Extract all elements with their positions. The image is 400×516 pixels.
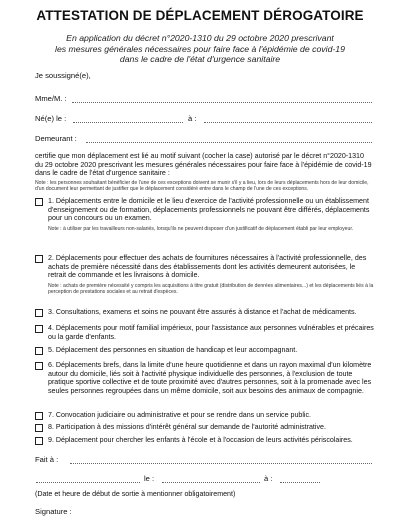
reason-note-2: Note : achats de première nécessité y compris les acquisitions à titre gratuit (distribution de denrées alimentaires...) et les déplacements liés à la perception de prestations sociales et au retrait d'espèces. xyxy=(48,282,374,295)
address-label: Demeurant : xyxy=(35,134,77,143)
reason-option-6 xyxy=(35,361,375,395)
undersigned-label: Je soussigné(e), xyxy=(35,71,91,80)
reason-text-4: 4. Déplacements pour motif familial impérieux, pour l'assistance aux personnes vulnérables et précaires ou la garde d'enfants. xyxy=(48,324,374,341)
document-subtitle xyxy=(20,33,380,65)
reason-text-8: 8. Participation à des missions d'intérêt général sur demande de l'autorité administrative. xyxy=(48,423,326,431)
reason-text-2: 2. Déplacements pour effectuer des achats de fournitures nécessaires à l'activité professionnelle, des achats de première nécessité dans des établissements dont les activités demeurent autorisées, le retrait de commande et les livraisons à domicile. xyxy=(48,254,367,280)
reason-option-4 xyxy=(35,324,375,341)
date-field[interactable] xyxy=(162,482,260,483)
reason-text-1: 1. Déplacements entre le domicile et le lieu d'exercice de l'activité professionnelle ou un établissement d'enseignement ou de formation, déplacements professionnels ne pouvant être différés, déplacements pour un concours ou un examen. xyxy=(48,197,370,223)
reason-text-7: 7. Convocation judiciaire ou administrative et pour se rendre dans un service public. xyxy=(48,411,312,419)
birth-date-label: Né(e) le : xyxy=(35,114,67,123)
reason-option-8 xyxy=(35,423,375,432)
reason-checkbox-1[interactable] xyxy=(35,198,43,206)
subtitle-line: En application du décret n°2020-1310 du 29 octobre 2020 prescrivant xyxy=(66,33,334,43)
reason-note-1: Note : à utiliser par les travailleurs non-salariés, lorsqu'ils ne peuvent disposer d'un justificatif de déplacement établi par leur employeur. xyxy=(48,225,354,232)
address-field[interactable] xyxy=(86,142,372,143)
reason-text-3: 3. Consultations, examens et soins ne pouvant être assurés à distance et l'achat de médicaments. xyxy=(48,308,357,316)
date-prefix-field[interactable] xyxy=(36,482,140,483)
birth-place-label: à : xyxy=(188,114,197,123)
birth-date-field[interactable] xyxy=(73,122,183,123)
birth-place-field[interactable] xyxy=(204,122,372,123)
reason-checkbox-4[interactable] xyxy=(35,325,43,333)
subtitle-line: les mesures générales nécessaires pour faire face à l'épidémie de covid-19 xyxy=(55,43,345,54)
reason-checkbox-5[interactable] xyxy=(35,347,43,355)
reason-option-7 xyxy=(35,411,375,420)
reason-option-2 xyxy=(35,254,375,295)
time-label: à : xyxy=(264,474,273,483)
reason-text-9: 9. Déplacement pour chercher les enfants à l'école et à l'occasion de leurs activités périscolaires. xyxy=(48,436,353,444)
reason-checkbox-3[interactable] xyxy=(35,309,43,317)
time-field[interactable] xyxy=(280,482,320,483)
reason-option-1 xyxy=(35,197,375,232)
reason-option-9 xyxy=(35,436,375,445)
name-label: Mme/M. : xyxy=(35,94,67,103)
reason-option-3 xyxy=(35,308,375,317)
name-field[interactable] xyxy=(72,102,372,103)
signature-label: Signature : xyxy=(35,507,72,516)
date-label: le : xyxy=(144,474,155,483)
reason-checkbox-9[interactable] xyxy=(35,437,43,445)
reason-text-6: 6. Déplacements brefs, dans la limite d'une heure quotidienne et dans un rayon maximal d'un kilomètre autour du domicile, liés soit à l'activité physique individuelle des personnes, à l'exclusion de toute pratique sportive collective et de toute proximité avec d'autres personnes, soit à la promenade avec les seules personnes regroupées dans un même domicile, soit aux besoins des animaux de compagnie. xyxy=(48,361,372,395)
subtitle-line: dans le cadre de l'état d'urgence sanitaire xyxy=(119,54,281,65)
done-at-field[interactable] xyxy=(70,463,372,464)
reason-checkbox-2[interactable] xyxy=(35,255,43,263)
reason-checkbox-8[interactable] xyxy=(35,424,43,432)
reason-text-5: 5. Déplacement des personnes en situation de handicap et leur accompagnant. xyxy=(48,346,298,354)
document-title: ATTESTATION DE DÉPLACEMENT DÉROGATOIRE xyxy=(36,8,364,23)
time-note: (Date et heure de début de sortie à mentionner obligatoirement) xyxy=(35,490,236,498)
reason-checkbox-7[interactable] xyxy=(35,412,43,420)
certification-text: certifie que mon déplacement est lié au motif suivant (cocher la case) autorisé par le décret n°2020-1310 du 29 octobre 2020 prescrivant les mesures générales nécessaires pour faire face à l'épidémie de covid-19 dans le cadre de l'état d'urgence sanitaire : xyxy=(35,152,372,178)
reason-option-5 xyxy=(35,346,375,355)
done-at-label: Fait à : xyxy=(35,455,59,464)
certification-note: Note : les personnes souhaitant bénéficier de l'une de ces exceptions doivent se munir s'il y a lieu, lors de leurs déplacements hors de leur domicile, d'un document leur permettant de justifier que le déplacement considéré entre dans le champ de l'une de ces exceptions. xyxy=(35,180,369,193)
reason-checkbox-6[interactable] xyxy=(35,362,43,370)
